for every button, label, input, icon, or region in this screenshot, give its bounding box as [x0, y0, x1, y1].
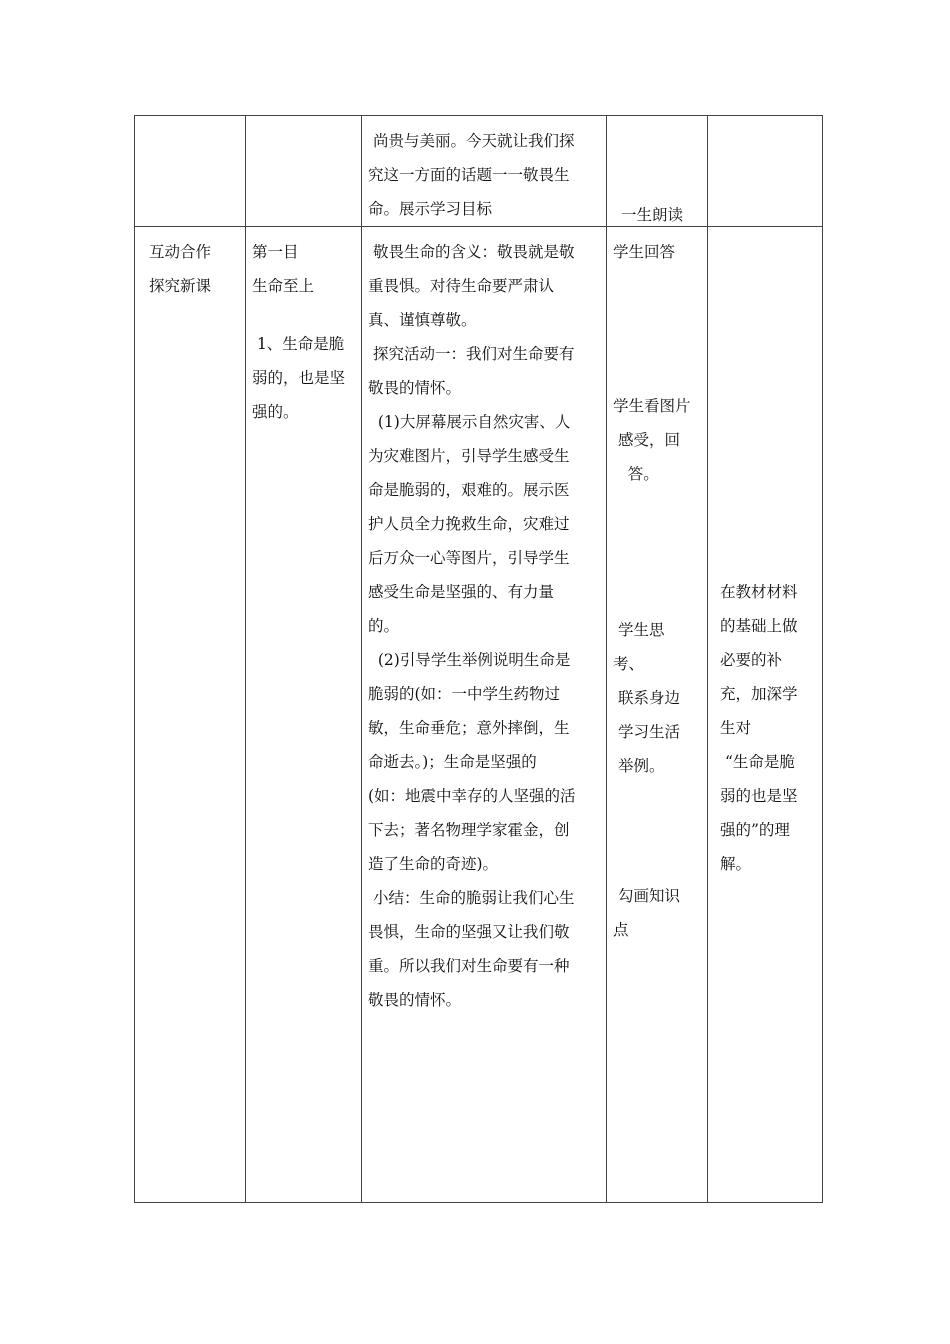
- stage-line: 探究新课: [149, 277, 212, 295]
- content-line: 尚贵与美丽。今天就让我们探: [368, 132, 575, 150]
- content-line: (2)引导学生举例说明生命是: [368, 651, 571, 669]
- content-line: 探究活动一：我们对生命要有: [368, 345, 575, 363]
- design-intent-line: 强的”的理: [720, 821, 790, 839]
- content-line: 的。: [368, 617, 400, 635]
- lesson-plan-table: [134, 115, 823, 1203]
- student-activity-cell: [607, 116, 708, 227]
- content-lines: [362, 227, 606, 1017]
- topic-point-line: 1、生命是脆: [252, 335, 345, 353]
- design-intent-line: 解。: [720, 855, 752, 873]
- student-view-line: 感受，回: [613, 431, 680, 449]
- content-cell: [362, 116, 607, 227]
- design-intent-cell-empty: [708, 116, 823, 227]
- topic-title-line: 生命至上: [252, 277, 315, 295]
- content-line: 敬畏的情怀。: [368, 991, 462, 1009]
- design-intent-line: 生对: [720, 719, 752, 737]
- table-row: [135, 116, 823, 227]
- stage-cell-empty: [135, 116, 246, 227]
- topic-point-line: 强的。: [252, 403, 299, 421]
- student-activity-text: 一生朗读: [621, 206, 684, 224]
- topic-title-line: 第一目: [252, 243, 299, 261]
- student-think-line: 学生思: [613, 621, 665, 639]
- content-line: (如：地震中幸存的人坚强的活: [368, 787, 576, 805]
- design-intent-line: 必要的补: [720, 651, 783, 669]
- content-line: 畏惧，生命的坚强又让我们敬: [368, 923, 570, 941]
- content-line: 命是脆弱的，艰难的。展示医: [368, 481, 570, 499]
- content-line: 敬畏生命的含义：敬畏就是敬: [368, 243, 575, 261]
- content-line: 命逝去。)；生命是坚强的: [368, 753, 537, 771]
- content-line: 究这一方面的话题一一敬畏生: [368, 166, 570, 184]
- content-line: 敬畏的情怀。: [368, 379, 462, 397]
- student-mark-line: 点: [613, 921, 629, 939]
- student-think-line: 举例。: [613, 757, 665, 775]
- content-line: (1)大屏幕展示自然灾害、人: [368, 413, 571, 431]
- content-line: 护人员全力挽救生命，灾难过: [368, 515, 570, 533]
- content-line: 后万众一心等图片，引导学生: [368, 549, 570, 567]
- content-line: 造了生命的奇迹)。: [368, 855, 499, 873]
- design-intent-line: 在教材材料: [720, 583, 798, 601]
- student-view-line: 答。: [613, 465, 659, 483]
- student-answer: 学生回答: [613, 243, 676, 261]
- design-intent-line: 弱的也是坚: [720, 787, 798, 805]
- student-think-line: 考、: [613, 655, 645, 673]
- content-line: 小结：生命的脆弱让我们心生: [368, 889, 575, 907]
- design-intent-line: 的基础上做: [720, 617, 798, 635]
- content-line: 重畏惧。对待生命要严肃认: [368, 277, 555, 295]
- topic-cell-empty: [246, 116, 362, 227]
- content-line: 敏，生命垂危；意外摔倒，生: [368, 719, 570, 737]
- student-activity-cell: [607, 227, 708, 1203]
- topic-point-line: 弱的，也是坚: [252, 369, 346, 387]
- content-line: 真、谨慎尊敬。: [368, 311, 477, 329]
- design-intent-cell: [708, 227, 823, 1203]
- student-think-line: 联系身边: [613, 689, 680, 707]
- design-intent-line: 充，加深学: [720, 685, 798, 703]
- student-mark-line: 勾画知识: [613, 887, 680, 905]
- stage-cell: [135, 227, 246, 1203]
- student-think-line: 学习生活: [613, 723, 680, 741]
- content-line: 感受生命是坚强的、有力量: [368, 583, 555, 601]
- table-row: [135, 227, 823, 1203]
- stage-line: 互动合作: [149, 243, 212, 261]
- content-line: 脆弱的(如：一中学生药物过: [368, 685, 561, 703]
- content-line: 重。所以我们对生命要有一种: [368, 957, 570, 975]
- student-view-line: 学生看图片: [613, 397, 691, 415]
- content-line: 命。展示学习目标: [368, 200, 493, 218]
- content-line: 为灾难图片，引导学生感受生: [368, 447, 570, 465]
- design-intent-line: “生命是脆: [720, 753, 795, 771]
- topic-cell: [246, 227, 362, 1203]
- content-cell: [362, 227, 607, 1203]
- content-line: 下去；著名物理学家霍金，创: [368, 821, 570, 839]
